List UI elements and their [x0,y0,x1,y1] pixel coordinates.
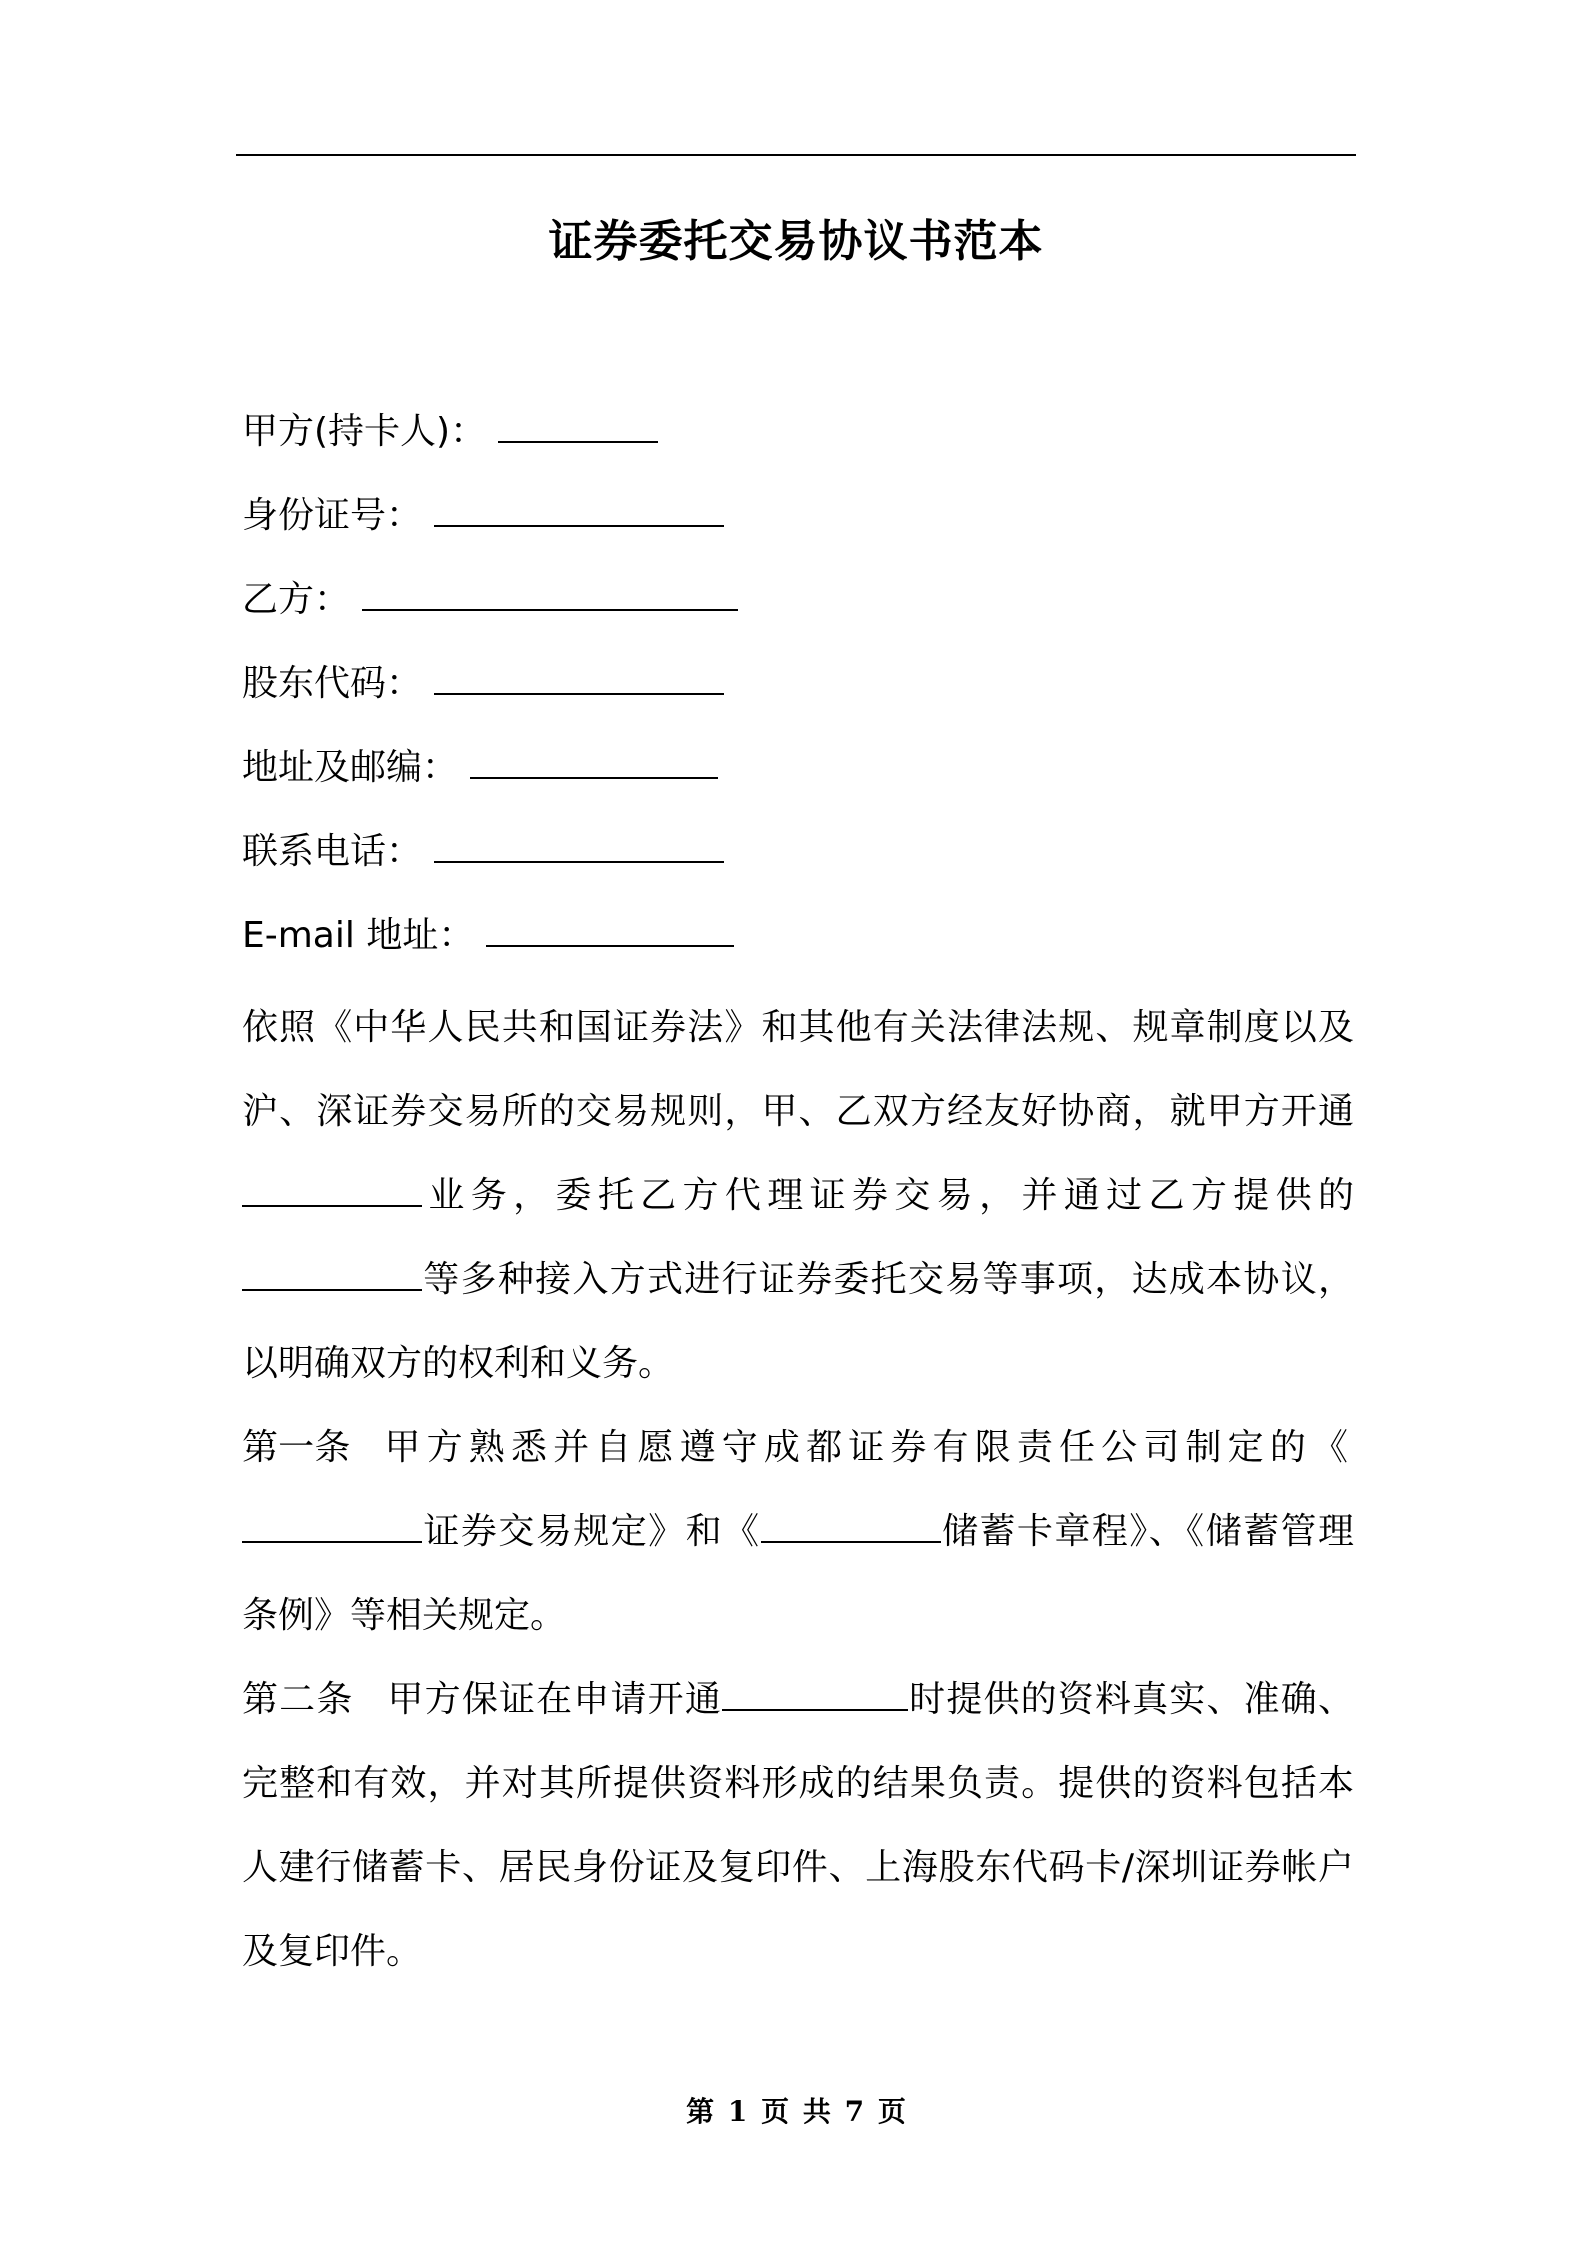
party-info-fields [242,402,1354,990]
field-party-a [242,402,1354,486]
field-label-phone: 联系电话： [242,831,423,872]
blank-access-method [242,1255,422,1291]
preamble-paragraph [242,986,1354,1406]
blank-phone [434,827,724,863]
field-email [242,906,1354,990]
blank-trading-rules [242,1507,422,1543]
article-2-label: 第二条 [242,1679,354,1720]
blank-service-application [722,1675,908,1711]
preamble-text-2: 业务，委托乙方代理证券交易，并通过乙方提供的 [422,1175,1354,1216]
field-address-postcode [242,738,1354,822]
field-label-id-number: 身份证号： [242,495,423,536]
article-2-paragraph [242,1658,1354,1994]
blank-party-b [362,575,738,611]
document-title: 证券委托交易协议书范本 [548,216,1044,267]
field-label-email: E-mail 地址： [242,915,475,956]
field-shareholder-code [242,654,1354,738]
article-1-label: 第一条 [242,1427,351,1468]
field-phone [242,822,1354,906]
blank-address-postcode [470,743,718,779]
blank-party-a [498,407,658,443]
article-1-paragraph [242,1406,1354,1658]
article-1-text-3: 储蓄卡章程》、《储蓄管理条例》等相关规定。 [242,1511,1354,1636]
article-1-text-1: 甲方熟悉并自愿遵守成都证券有限责任公司制定的《 [384,1427,1354,1468]
field-label-address-postcode: 地址及邮编： [242,747,459,788]
preamble-text-3: 等多种接入方式进行证券委托交易等事项，达成本协议，以明确双方的权利和义务。 [242,1259,1354,1384]
field-label-party-a: 甲方(持卡人)： [242,411,487,452]
article-2-text-2: 时提供的资料真实、准确、完整和有效，并对其所提供资料形成的结果负责。提供的资料包括本人建行储蓄卡、居民身份证及复印件、上海股东代码卡/深圳证券帐户及复印件。 [242,1679,1354,1972]
article-2-text-1: 甲方保证在申请开通 [387,1679,722,1720]
preamble-text-1: 依照《中华人民共和国证券法》和其他有关法律法规、规章制度以及沪、深证券交易所的交易规则，甲、乙双方经友好协商，就甲方开通 [242,1007,1354,1132]
agreement-body [242,986,1354,1994]
field-label-shareholder-code: 股东代码： [242,663,423,704]
blank-id-number [434,491,724,527]
blank-email [486,911,734,947]
blank-card-charter [761,1507,941,1543]
blank-shareholder-code [434,659,724,695]
page-number-footer: 第 1 页 共 7 页 [686,2095,906,2128]
field-label-party-b: 乙方： [242,579,351,620]
header-rule [236,154,1356,156]
blank-service-name [242,1171,422,1207]
field-id-number [242,486,1354,570]
article-1-text-2: 证券交易规定》和《 [422,1511,761,1552]
field-party-b [242,570,1354,654]
